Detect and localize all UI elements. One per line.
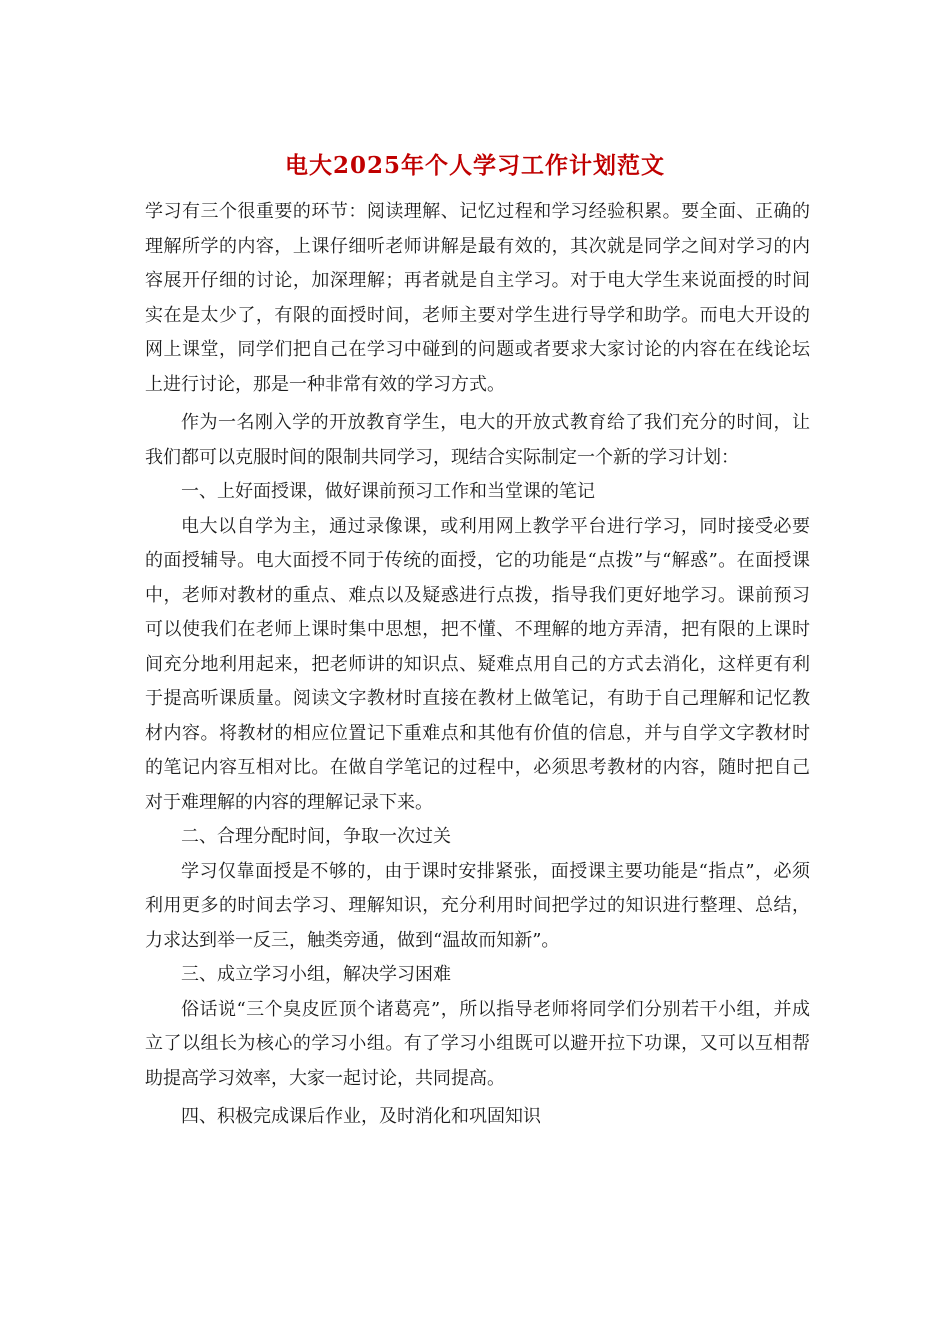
section-heading-3: 三、成立学习小组，解决学习困难 — [181, 964, 451, 985]
document-title: 电大2025年个人学习工作计划范文 — [284, 152, 665, 179]
section-heading-4: 四、积极完成课后作业，及时消化和巩固知识 — [181, 1106, 541, 1127]
section-heading-2: 二、合理分配时间，争取一次过关 — [181, 826, 451, 847]
section-heading-1: 一、上好面授课，做好课前预习工作和当堂课的笔记 — [181, 481, 595, 502]
document-body — [145, 195, 810, 1135]
section-body-3: 俗话说“三个臭皮匠顶个诸葛亮”，所以指导老师将同学们分别若干小组，并成立了以组长为核心的学习小组。有了学习小组既可以避开拉下功课，又可以互相帮助提高学习效率，大家一起讨论，共同提高。 — [145, 998, 810, 1089]
section-body-1: 电大以自学为主，通过录像课，或利用网上教学平台进行学习，同时接受必要的面授辅导。电大面授不同于传统的面授，它的功能是“点拨”与“解惑”。在面授课中，老师对教材的重点、难点以及疑惑进行点拨，指导我们更好地学习。课前预习可以使我们在老师上课时集中思想，把不懂、不理解的地方弄清，把有限的上课时间充分地利用起来，把老师讲的知识点、疑难点用自己的方式去消化，这样更有利于提高听课质量。阅读文字教材时直接在教材上做笔记，有助于自己理解和记忆教材内容。将教材的相应位置记下重难点和其他有价值的信息，并与自学文字教材时的笔记内容互相对比。在做自学笔记的过程中，必须思考教材的内容，随时把自己对于难理解的内容的理解记录下来。 — [145, 515, 810, 813]
paragraph-plan-intro: 作为一名刚入学的开放教育学生，电大的开放式教育给了我们充分的时间，让我们都可以克服时间的限制共同学习，现结合实际制定一个新的学习计划： — [145, 412, 810, 468]
section-body-2: 学习仅靠面授是不够的，由于课时安排紧张，面授课主要功能是“指点”，必须利用更多的时间去学习、理解知识，充分利用时间把学过的知识进行整理、总结，力求达到举一反三，触类旁通，做到“温故而知新”。 — [145, 860, 810, 951]
paragraph-intro: 学习有三个很重要的环节：阅读理解、记忆过程和学习经验积累。要全面、正确的理解所学的内容，上课仔细听老师讲解是最有效的，其次就是同学之间对学习的内容展开仔细的讨论，加深理解；再者就是自主学习。对于电大学生来说面授的时间实在是太少了，有限的面授时间，老师主要对学生进行导学和助学。而电大开设的网上课堂，同学们把自己在学习中碰到的问题或者要求大家讨论的内容在在线论坛上进行讨论，那是一种非常有效的学习方式。 — [145, 201, 810, 395]
